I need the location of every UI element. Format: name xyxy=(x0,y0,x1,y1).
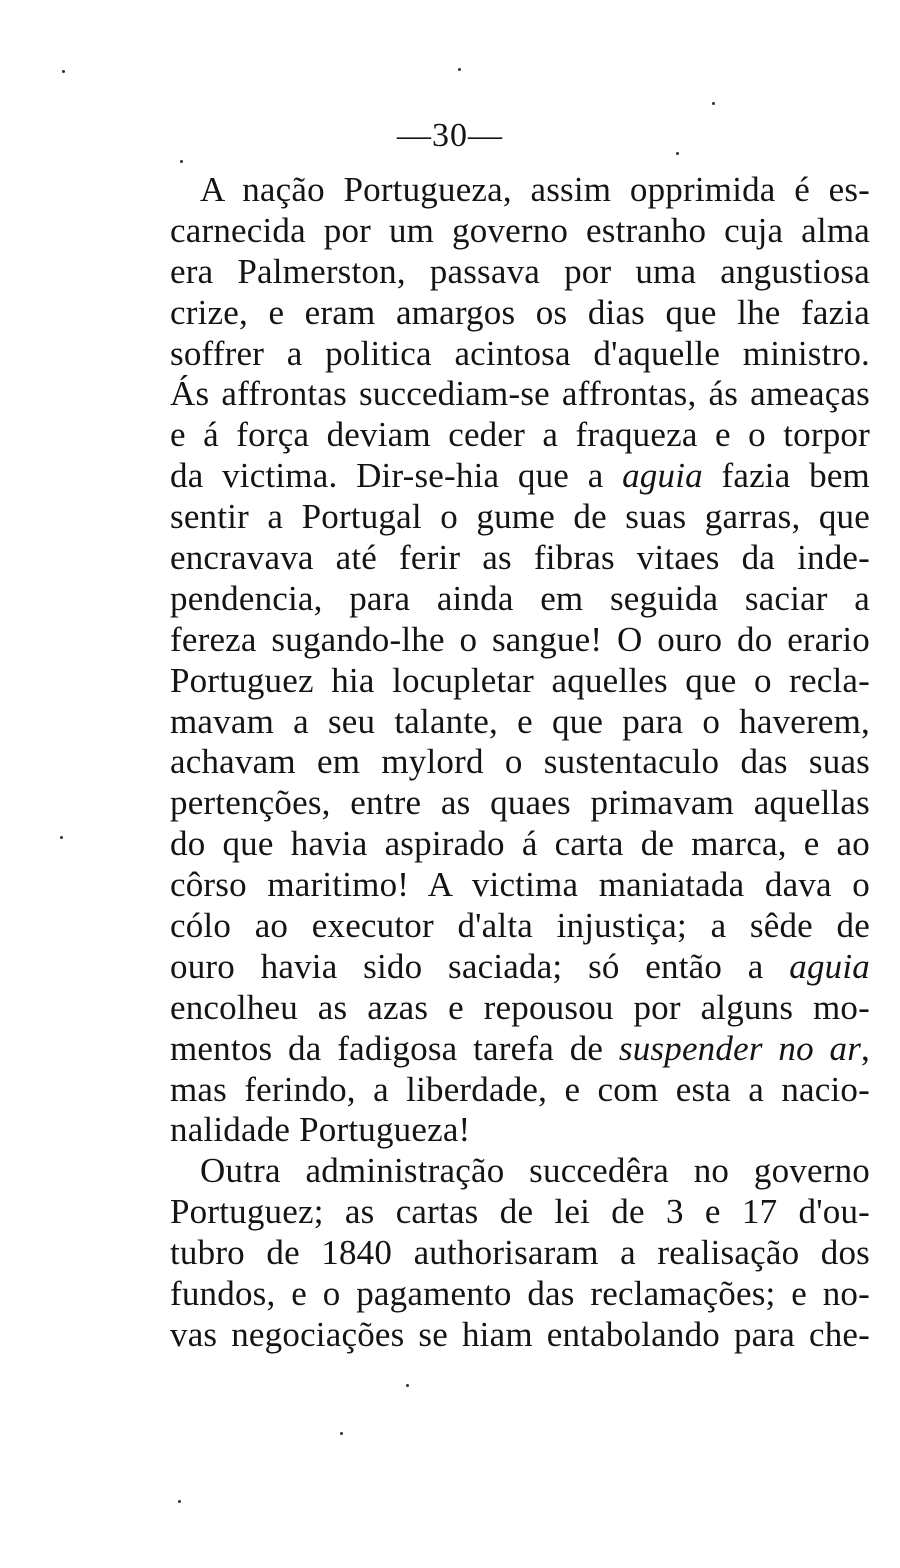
text-run: Ás affrontas succediam-se affrontas, ás ameaças xyxy=(170,374,870,414)
text-line xyxy=(170,661,870,702)
text-run: da victima. Dir-se-hia que a xyxy=(170,456,623,496)
text-line xyxy=(170,293,870,334)
text-line xyxy=(170,824,870,865)
text-run: nalidade Portugueza! xyxy=(170,1110,471,1150)
text-run: pertenções, entre as quaes primavam aquellas xyxy=(170,783,870,823)
text-line xyxy=(170,1315,870,1356)
text-run: encravava até ferir as fibras vitaes da inde- xyxy=(170,538,870,578)
text-line xyxy=(170,211,870,252)
text-run: carnecida por um governo estranho cuja alma xyxy=(170,210,870,250)
text-run: mentos da fadigosa tarefa de xyxy=(170,1028,619,1068)
text-line xyxy=(170,783,870,824)
print-speck xyxy=(406,1384,409,1387)
text-line xyxy=(170,579,870,620)
text-run: soffrer a politica acintosa d'aquelle ministro. xyxy=(170,333,870,373)
text-run: vas negociações se hiam entabolando para che- xyxy=(170,1314,870,1354)
italic-text: suspender no ar xyxy=(618,1028,862,1068)
text-run: ouro havia sido saciada; só então a xyxy=(170,946,790,986)
text-run: era Palmerston, passava por uma angustiosa xyxy=(170,251,870,291)
text-line xyxy=(170,1070,870,1111)
text-run: pendencia, para ainda em seguida saciar a xyxy=(170,578,870,618)
text-line xyxy=(170,456,870,497)
page-number: —30— xyxy=(397,117,503,154)
text-line xyxy=(170,1233,870,1274)
text-line xyxy=(170,1029,870,1070)
text-run: achavam em mylord o sustentaculo das suas xyxy=(170,742,870,782)
text-run: do que havia aspirado á carta de marca, e ao xyxy=(170,824,870,864)
text-line xyxy=(170,1192,870,1233)
text-run: mavam a seu talante, e que para o haverem, xyxy=(170,701,870,741)
text-line xyxy=(170,906,870,947)
text-line xyxy=(170,1151,870,1192)
text-run: mas ferindo, a liberdade, e com esta a nacio- xyxy=(170,1069,870,1109)
text-line xyxy=(170,742,870,783)
print-speck xyxy=(178,1500,181,1503)
text-line xyxy=(170,497,870,538)
text-line xyxy=(170,988,870,1029)
text-line xyxy=(170,1274,870,1315)
text-line xyxy=(170,334,870,375)
print-speck xyxy=(712,102,715,105)
italic-text: aguia xyxy=(789,946,870,986)
text-run: fereza sugando-lhe o sangue! O ouro do erario xyxy=(170,619,870,659)
text-run: Portuguez; as cartas de lei de 3 e 17 d'ou- xyxy=(170,1192,870,1232)
text-line xyxy=(170,170,870,211)
text-run: sentir a Portugal o gume de suas garras, que xyxy=(170,497,870,537)
text-line xyxy=(170,374,870,415)
text-run: A nação Portugueza, assim opprimida é es- xyxy=(200,170,870,209)
text-run: Outra administração succedêra no governo xyxy=(200,1151,870,1191)
text-run: , xyxy=(861,1028,870,1068)
print-speck xyxy=(458,68,461,71)
print-speck xyxy=(676,152,679,155)
print-speck xyxy=(180,160,183,163)
text-line xyxy=(170,252,870,293)
text-run: Portuguez hia locupletar aquelles que o recla- xyxy=(170,660,870,700)
text-run: fazia bem xyxy=(702,456,870,496)
text-line xyxy=(170,865,870,906)
text-run: côrso maritimo! A victima maniatada dava o xyxy=(170,865,870,905)
text-run: encolheu as azas e repousou por alguns mo- xyxy=(170,987,870,1027)
text-line xyxy=(170,947,870,988)
print-speck xyxy=(62,70,65,73)
text-line xyxy=(170,1110,870,1151)
text-run: crize, e eram amargos os dias que lhe fazia xyxy=(170,292,870,332)
body-text xyxy=(170,170,870,1356)
text-run: e á força deviam ceder a fraqueza e o torpor xyxy=(170,415,870,455)
text-run: fundos, e o pagamento das reclamações; e no- xyxy=(170,1274,870,1314)
print-speck xyxy=(60,836,63,839)
italic-text: aguia xyxy=(622,456,703,496)
text-line xyxy=(170,702,870,743)
text-line xyxy=(170,538,870,579)
text-line xyxy=(170,620,870,661)
text-run: cólo ao executor d'alta injustiça; a sêde de xyxy=(170,906,870,946)
text-line xyxy=(170,415,870,456)
print-speck xyxy=(340,1432,343,1435)
text-run: tubro de 1840 authorisaram a realisação dos xyxy=(170,1233,870,1273)
